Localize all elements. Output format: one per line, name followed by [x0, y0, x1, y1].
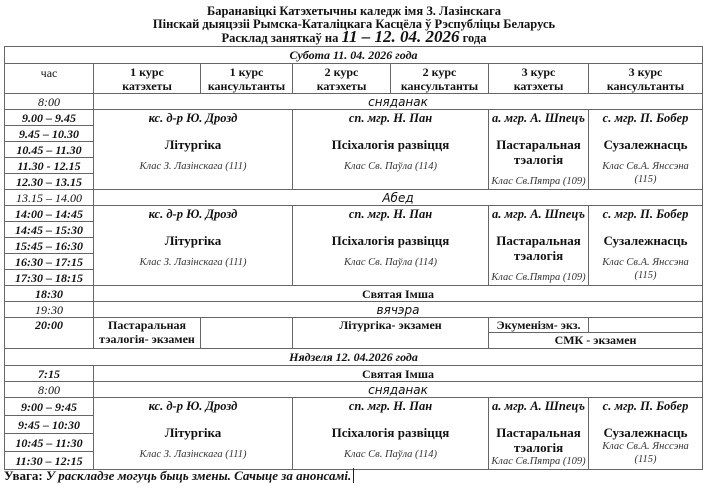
group: кансультанты: [606, 78, 685, 93]
lesson-liturgy: [94, 110, 293, 190]
time-cell: 9.00 – 9.45: [5, 110, 94, 126]
lesson-pastoral-theology: [489, 110, 589, 190]
lesson-psychology: [293, 110, 489, 190]
teacher: а. мгр. А. Шпецъ: [492, 399, 585, 413]
subject: Сузалежнасць: [603, 233, 688, 248]
teacher: с. мгр. П. Бобер: [602, 111, 689, 125]
lesson-codependency: [589, 206, 703, 286]
teacher: сп. мгр. Н. Пан: [348, 207, 433, 221]
column-header-3k-kansultanty: [589, 64, 703, 94]
group: катэхеты: [316, 78, 367, 93]
time-cell: 9.45 – 10.30: [5, 126, 94, 142]
room: Клас Св. Паўла (114): [343, 257, 438, 268]
exam-smk: СМК - экзамен: [489, 333, 703, 349]
column-header-2k-kansultanty: [391, 64, 489, 94]
exam-ecumenism: Экуменізм- экз.: [489, 318, 589, 333]
lunch-row: Абед: [94, 190, 703, 206]
course: 1 курс: [130, 64, 164, 79]
column-header-2k-katechety: [293, 64, 391, 94]
room: Клас З. Лазінскага (111): [139, 449, 247, 460]
time-cell: 10.45 – 11.30: [5, 142, 94, 158]
schedule-title-prefix: Расклад заняткаў на: [221, 31, 342, 45]
time-cell: 14:00 – 14:45: [5, 206, 94, 222]
course: 2 курс: [422, 64, 457, 79]
teacher: а. мгр. А. Шпецъ: [492, 207, 585, 221]
column-header-1k-katechety: [94, 64, 201, 94]
notice-text: У раскладзе могуць быць змены. Сачыце за анонсамі.: [42, 468, 352, 483]
time-cell: 15:45 – 16:30: [5, 238, 94, 254]
schedule-table: [4, 46, 703, 470]
teacher: с. мгр. П. Бобер: [602, 207, 689, 221]
teacher: кс. д-р Ю. Дрозд: [148, 111, 238, 125]
group: кансультанты: [400, 78, 479, 93]
time-cell: 8:00: [5, 94, 94, 110]
time-cell: 20:00: [5, 318, 94, 349]
lesson-psychology: [293, 398, 489, 470]
room: Клас Св.А. Янссэна (115): [602, 441, 689, 465]
lesson-pastoral-theology: [489, 206, 589, 286]
time-cell: 9:45 – 10:30: [5, 416, 94, 434]
room: Клас Св.А. Янссэна (115): [602, 257, 689, 281]
subject: Пастаральная тэалогія: [496, 425, 581, 455]
breakfast-row: сняданак: [94, 382, 703, 398]
course: 3 курс: [521, 64, 556, 79]
time-cell: 16:30 – 17:15: [5, 254, 94, 270]
empty-cell: [201, 318, 293, 349]
lesson-codependency: [589, 110, 703, 190]
time-column-header: час: [5, 64, 94, 94]
teacher: с. мгр. П. Бобер: [602, 399, 689, 413]
lesson-liturgy: [94, 206, 293, 286]
subject: Сузалежнасць: [603, 137, 688, 152]
subject: Сузалежнасць: [603, 425, 688, 440]
diocese-name: Пінскай дыяцэзіі Рымска-Каталіцкага Касцёла ў Рэспубліцы Беларусь: [152, 17, 556, 31]
exam-liturgy: Літургіка- экзамен: [293, 318, 489, 349]
column-header-3k-katechety: [489, 64, 589, 94]
schedule-title: [0, 29, 708, 46]
empty-cell: [589, 318, 703, 333]
time-cell: 19:30: [5, 302, 94, 318]
subject: Літургіка: [164, 137, 222, 152]
course: 2 курс: [324, 64, 359, 79]
time-cell: 18:30: [5, 286, 94, 302]
mass-row: Святая Імша: [94, 366, 703, 382]
teacher: кс. д-р Ю. Дрозд: [148, 207, 238, 221]
sunday-header: Нядзеля 12. 04.2026 года: [5, 349, 703, 366]
text-cursor: [353, 468, 354, 483]
notice: [4, 468, 354, 484]
time-cell: 11.30 - 12.15: [5, 158, 94, 174]
schedule-title-suffix: года: [459, 31, 487, 45]
column-header-1k-kansultanty: [201, 64, 293, 94]
teacher: кс. д-р Ю. Дрозд: [148, 399, 238, 413]
subject: Псіхалогія развіцця: [331, 425, 450, 440]
breakfast-row: сняданак: [94, 94, 703, 110]
time-cell: 7:15: [5, 366, 94, 382]
lesson-pastoral-theology: [489, 398, 589, 470]
room: Клас Св.Пятра (109): [491, 176, 586, 187]
time-cell: 17:30 – 18:15: [5, 270, 94, 286]
mass-row: Святая Імша: [94, 286, 703, 302]
teacher: а. мгр. А. Шпецъ: [492, 111, 585, 125]
group: катэхеты: [513, 78, 564, 93]
course: 3 курс: [628, 64, 663, 79]
room: Клас Св. Паўла (114): [343, 449, 438, 460]
room: Клас З. Лазінскага (111): [139, 161, 247, 172]
course: 1 курс: [229, 64, 264, 79]
subject: Літургіка: [164, 233, 222, 248]
college-name: Баранавіцкі Катэхетычны каледж імя З. Лазінскага: [206, 4, 502, 18]
lesson-codependency: [589, 398, 703, 470]
room: Клас Св.А. Янссэна (115): [602, 161, 689, 185]
time-cell: 9:00 – 9:45: [5, 398, 94, 416]
subject: Літургіка: [164, 425, 222, 440]
subject: Пастаральная тэалогія: [496, 137, 581, 167]
time-cell: 13.15 – 14.00: [5, 190, 94, 206]
group: кансультанты: [207, 78, 286, 93]
time-cell: 12.30 – 13.15: [5, 174, 94, 190]
lesson-liturgy: [94, 398, 293, 470]
subject: Пастаральная тэалогія: [496, 233, 581, 263]
time-cell: 11:30 – 12:15: [5, 452, 94, 470]
room: Клас Св. Паўла (114): [343, 161, 438, 172]
time-cell: 14:45 – 15:30: [5, 222, 94, 238]
room: Клас Св.Пятра (109): [491, 272, 586, 283]
teacher: сп. мгр. Н. Пан: [348, 111, 433, 125]
exam-pastoral-theology: Пастаральная тэалогія- экзамен: [94, 318, 201, 349]
time-cell: 8:00: [5, 382, 94, 398]
room: Клас Св.Пятра (109): [491, 456, 586, 467]
time-cell: 10:45 – 11:30: [5, 434, 94, 452]
saturday-header: Субота 11. 04. 2026 года: [5, 47, 703, 64]
room: Клас З. Лазінскага (111): [139, 257, 247, 268]
schedule-dates: 11 – 12. 04. 2026: [341, 27, 460, 46]
subject: Псіхалогія развіцця: [331, 137, 450, 152]
dinner-row: вячэра: [94, 302, 703, 318]
teacher: сп. мгр. Н. Пан: [348, 399, 433, 413]
lesson-psychology: [293, 206, 489, 286]
notice-label: Увага:: [4, 468, 43, 483]
group: катэхеты: [122, 78, 172, 93]
subject: Псіхалогія развіцця: [331, 233, 450, 248]
